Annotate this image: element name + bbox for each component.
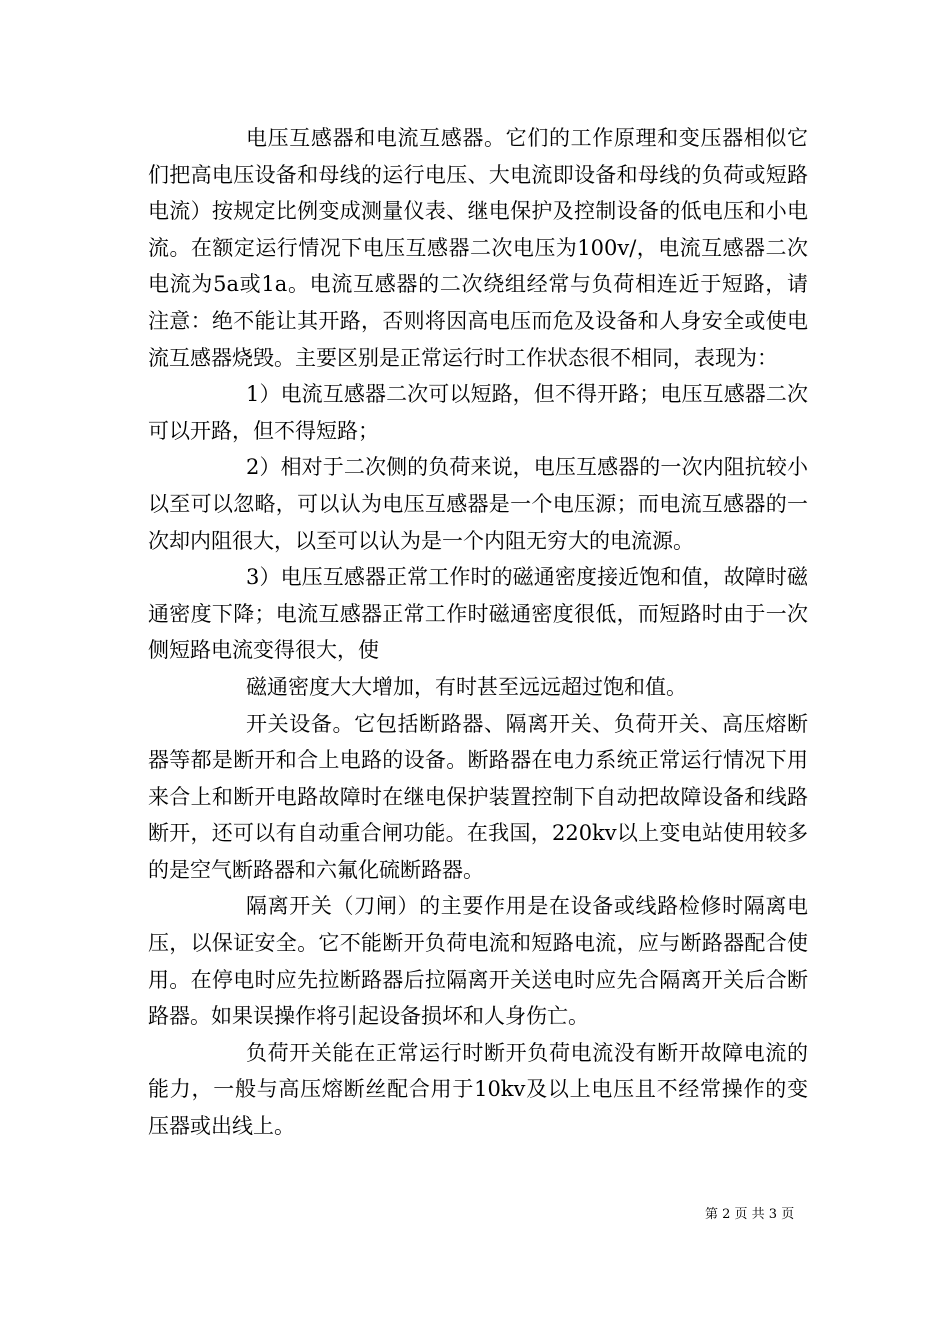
paragraph-difference-1: 1）电流互感器二次可以短路，但不得开路；电压互感器二次可以开路，但不得短路； — [148, 382, 808, 443]
paragraph-disconnector: 隔离开关（刀闸）的主要作用是在设备或线路检修时隔离电压，以保证安全。它不能断开负荷电流和短路电流，应与断路器配合使用。在停电时应先拉断路器后拉隔离开关送电时应先合隔离开关后合断路器。如果误操作将引起设备损坏和人身伤亡。 — [148, 894, 808, 1029]
paragraph-load-switch: 负荷开关能在正常运行时断开负荷电流没有断开故障电流的能力，一般与高压熔断丝配合用于10kv及以上电压且不经常操作的变压器或出线上。 — [148, 1040, 808, 1139]
paragraph-difference-3: 3）电压互感器正常工作时的磁通密度接近饱和值，故障时磁通密度下降；电流互感器正常工作时磁通密度很低，而短路时由于一次侧短路电流变得很大，使 — [148, 565, 808, 663]
paragraph-difference-3-continued: 磁通密度大大增加，有时甚至远远超过饱和值。 — [246, 674, 687, 699]
paragraph-switchgear: 开关设备。它包括断路器、隔离开关、负荷开关、高压熔断器等都是断开和合上电路的设备。断路器在电力系统正常运行情况下用来合上和断开电路故障时在继电保护装置控制下自动把故障设备和线路断开，还可以有自动重合闸功能。在我国，220kv以上变电站使用较多的是空气断路器和六氟化硫断路器。 — [148, 711, 808, 882]
paragraph-difference-2: 2）相对于二次侧的负荷来说，电压互感器的一次内阻抗较小以至可以忽略，可以认为电压互感器是一个电压源；而电流互感器的一次却内阻很大，以至可以认为是一个内阻无穷大的电流源。 — [148, 455, 808, 553]
document-body — [148, 120, 808, 1145]
paragraph-instrument-transformers: 电压互感器和电流互感器。它们的工作原理和变压器相似它们把高电压设备和母线的运行电压、大电流即设备和母线的负荷或短路电流）按规定比例变成测量仪表、继电保护及控制设备的低电压和小电流。在额定运行情况下电压互感器二次电压为100v/，电流互感器二次电流为5a或1a。电流互感器的二次绕组经常与负荷相连近于短路，请注意：绝不能让其开路，否则将因高电压而危及设备和人身安全或使电流互感器烧毁。主要区别是正常运行时工作状态很不相同，表现为： — [148, 126, 808, 370]
page-number-footer: 第 2 页 共 3 页 — [705, 1207, 795, 1222]
